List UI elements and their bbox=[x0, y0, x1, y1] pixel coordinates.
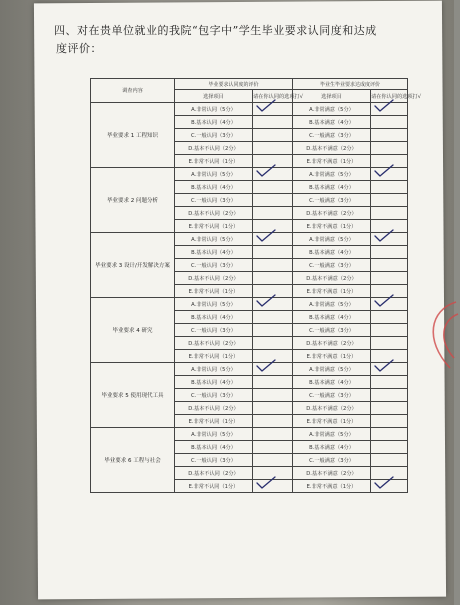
ach-mark-cell[interactable] bbox=[371, 402, 408, 415]
rec-option-cell: A.非常认同（5分） bbox=[175, 298, 253, 311]
header-recognition: 毕业要求认同度的评价 bbox=[175, 79, 293, 90]
ach-mark-cell[interactable] bbox=[371, 363, 408, 376]
requirement-name: 毕业要求 1 工程知识 bbox=[91, 103, 175, 168]
rec-mark-cell[interactable] bbox=[253, 337, 293, 350]
ach-mark-cell[interactable] bbox=[371, 389, 408, 402]
ach-mark-cell[interactable] bbox=[371, 103, 408, 116]
rec-option-cell: C.一般认同（3分） bbox=[175, 454, 253, 467]
requirement-name: 毕业要求 5 使用现代工具 bbox=[91, 363, 175, 428]
checkmark-icon bbox=[255, 359, 277, 373]
ach-mark-cell[interactable] bbox=[371, 298, 408, 311]
ach-option-cell: D.基本不满意（2分） bbox=[293, 337, 371, 350]
ach-option-cell: E.非常不满意（1分） bbox=[293, 415, 371, 428]
rec-option-cell: A.非常认同（5分） bbox=[175, 168, 253, 181]
checkmark-icon bbox=[255, 294, 277, 308]
ach-option-cell: C.一般满意（3分） bbox=[293, 389, 371, 402]
ach-option-cell: B.基本满意（4分） bbox=[293, 311, 371, 324]
ach-option-cell: C.一般满意（3分） bbox=[293, 194, 371, 207]
rec-option-cell: A.非常认同（5分） bbox=[175, 428, 253, 441]
table-row bbox=[91, 298, 408, 311]
rec-option-cell: D.基本不认同（2分） bbox=[175, 207, 253, 220]
ach-option-cell: D.基本不满意（2分） bbox=[293, 272, 371, 285]
rec-mark-cell[interactable] bbox=[253, 376, 293, 389]
rec-option-cell: A.非常认同（5分） bbox=[175, 103, 253, 116]
rec-option-cell: E.非常不认同（1分） bbox=[175, 285, 253, 298]
rec-option-cell: D.基本不认同（2分） bbox=[175, 402, 253, 415]
ach-mark-cell[interactable] bbox=[371, 454, 408, 467]
ach-option-cell: A.非常满意（5分） bbox=[293, 298, 371, 311]
ach-mark-cell[interactable] bbox=[371, 246, 408, 259]
rec-mark-cell[interactable] bbox=[253, 363, 293, 376]
rec-mark-cell[interactable] bbox=[253, 168, 293, 181]
rec-mark-cell[interactable] bbox=[253, 311, 293, 324]
header-survey-item: 调查内容 bbox=[91, 79, 175, 103]
rec-option-cell: B.基本认同（4分） bbox=[175, 246, 253, 259]
table-row bbox=[91, 168, 408, 181]
rec-mark-cell[interactable] bbox=[253, 441, 293, 454]
ach-option-cell: D.基本不满意（2分） bbox=[293, 207, 371, 220]
ach-mark-cell[interactable] bbox=[371, 311, 408, 324]
red-seal-stamp bbox=[420, 300, 460, 370]
rec-mark-cell[interactable] bbox=[253, 389, 293, 402]
rec-option-cell: D.基本不认同（2分） bbox=[175, 272, 253, 285]
rec-option-cell: A.非常认同（5分） bbox=[175, 233, 253, 246]
subheader-rec-option: 选择项目 bbox=[175, 90, 253, 103]
rec-mark-cell[interactable] bbox=[253, 207, 293, 220]
ach-mark-cell[interactable] bbox=[371, 441, 408, 454]
ach-mark-cell[interactable] bbox=[371, 376, 408, 389]
rec-option-cell: E.非常不认同（1分） bbox=[175, 350, 253, 363]
rec-option-cell: E.非常不认同（1分） bbox=[175, 415, 253, 428]
requirement-name: 毕业要求 3 设计/开发解决方案 bbox=[91, 233, 175, 298]
ach-option-cell: E.非常不满意（1分） bbox=[293, 480, 371, 493]
ach-option-cell: B.基本满意（4分） bbox=[293, 246, 371, 259]
requirement-name: 毕业要求 4 研究 bbox=[91, 298, 175, 363]
rec-option-cell: C.一般认同（3分） bbox=[175, 324, 253, 337]
ach-mark-cell[interactable] bbox=[371, 194, 408, 207]
rec-mark-cell[interactable] bbox=[253, 194, 293, 207]
rec-option-cell: B.基本认同（4分） bbox=[175, 311, 253, 324]
rec-option-cell: B.基本认同（4分） bbox=[175, 116, 253, 129]
rec-option-cell: A.非常认同（5分） bbox=[175, 363, 253, 376]
survey-body bbox=[91, 103, 408, 493]
ach-mark-cell[interactable] bbox=[371, 480, 408, 493]
rec-mark-cell[interactable] bbox=[253, 298, 293, 311]
checkmark-icon bbox=[373, 359, 395, 373]
ach-option-cell: B.基本满意（4分） bbox=[293, 116, 371, 129]
ach-mark-cell[interactable] bbox=[371, 259, 408, 272]
ach-option-cell: A.非常满意（5分） bbox=[293, 168, 371, 181]
rec-mark-cell[interactable] bbox=[253, 259, 293, 272]
ach-mark-cell[interactable] bbox=[371, 337, 408, 350]
rec-option-cell: D.基本不认同（2分） bbox=[175, 467, 253, 480]
rec-mark-cell[interactable] bbox=[253, 246, 293, 259]
rec-option-cell: D.基本不认同（2分） bbox=[175, 337, 253, 350]
rec-mark-cell[interactable] bbox=[253, 415, 293, 428]
rec-option-cell: C.一般认同（3分） bbox=[175, 389, 253, 402]
ach-option-cell: D.基本不满意（2分） bbox=[293, 467, 371, 480]
rec-option-cell: C.一般认同（3分） bbox=[175, 194, 253, 207]
requirement-name: 毕业要求 2 问题分析 bbox=[91, 168, 175, 233]
rec-option-cell: C.一般认同（3分） bbox=[175, 259, 253, 272]
table-row bbox=[91, 428, 408, 441]
ach-option-cell: B.基本满意（4分） bbox=[293, 376, 371, 389]
ach-mark-cell[interactable] bbox=[371, 116, 408, 129]
ach-option-cell: E.非常不满意（1分） bbox=[293, 285, 371, 298]
subheader-rec-mark: 请在你认同的选项打√ bbox=[253, 90, 293, 103]
rec-mark-cell[interactable] bbox=[253, 402, 293, 415]
ach-option-cell: A.非常满意（5分） bbox=[293, 103, 371, 116]
ach-mark-cell[interactable] bbox=[371, 233, 408, 246]
table-row bbox=[91, 103, 408, 116]
rec-mark-cell[interactable] bbox=[253, 129, 293, 142]
ach-mark-cell[interactable] bbox=[371, 142, 408, 155]
ach-option-cell: C.一般满意（3分） bbox=[293, 454, 371, 467]
rec-option-cell: B.基本认同（4分） bbox=[175, 441, 253, 454]
heading-line-2: 度评价： bbox=[56, 42, 102, 55]
rec-mark-cell[interactable] bbox=[253, 142, 293, 155]
ach-option-cell: B.基本满意（4分） bbox=[293, 181, 371, 194]
ach-mark-cell[interactable] bbox=[371, 181, 408, 194]
checkmark-icon bbox=[255, 476, 277, 490]
checkmark-icon bbox=[255, 229, 277, 243]
survey-table bbox=[90, 78, 422, 493]
rec-mark-cell[interactable] bbox=[253, 480, 293, 493]
checkmark-icon bbox=[373, 229, 395, 243]
ach-mark-cell[interactable] bbox=[371, 428, 408, 441]
subheader-ach-mark: 请在你认同的选项打√ bbox=[371, 90, 408, 103]
ach-option-cell: A.非常满意（5分） bbox=[293, 428, 371, 441]
rec-mark-cell[interactable] bbox=[253, 103, 293, 116]
rec-option-cell: E.非常不认同（1分） bbox=[175, 220, 253, 233]
ach-mark-cell[interactable] bbox=[371, 272, 408, 285]
rec-option-cell: E.非常不认同（1分） bbox=[175, 480, 253, 493]
table-row bbox=[91, 233, 408, 246]
rec-option-cell: E.非常不认同（1分） bbox=[175, 155, 253, 168]
rec-option-cell: C.一般认同（3分） bbox=[175, 129, 253, 142]
rec-mark-cell[interactable] bbox=[253, 272, 293, 285]
ach-option-cell: D.基本不满意（2分） bbox=[293, 402, 371, 415]
heading-line-1: 四、对在贵单位就业的我院“包字中”学生毕业要求认同度和达成 bbox=[54, 24, 377, 37]
rec-mark-cell[interactable] bbox=[253, 233, 293, 246]
ach-option-cell: E.非常不满意（1分） bbox=[293, 220, 371, 233]
ach-option-cell: A.非常满意（5分） bbox=[293, 363, 371, 376]
ach-option-cell: A.非常满意（5分） bbox=[293, 233, 371, 246]
ach-mark-cell[interactable] bbox=[371, 324, 408, 337]
rec-option-cell: B.基本认同（4分） bbox=[175, 181, 253, 194]
ach-mark-cell[interactable] bbox=[371, 415, 408, 428]
table-row bbox=[91, 363, 408, 376]
ach-option-cell: C.一般满意（3分） bbox=[293, 129, 371, 142]
ach-mark-cell[interactable] bbox=[371, 168, 408, 181]
checkmark-icon bbox=[255, 164, 277, 178]
rec-mark-cell[interactable] bbox=[253, 428, 293, 441]
subheader-ach-option: 选择项目 bbox=[293, 90, 371, 103]
rec-option-cell: B.基本认同（4分） bbox=[175, 376, 253, 389]
ach-mark-cell[interactable] bbox=[371, 207, 408, 220]
ach-option-cell: C.一般满意（3分） bbox=[293, 324, 371, 337]
ach-option-cell: E.非常不满意（1分） bbox=[293, 155, 371, 168]
ach-option-cell: E.非常不满意（1分） bbox=[293, 350, 371, 363]
checkmark-icon bbox=[373, 476, 395, 490]
rec-mark-cell[interactable] bbox=[253, 116, 293, 129]
checkmark-icon bbox=[255, 99, 277, 113]
rec-mark-cell[interactable] bbox=[253, 324, 293, 337]
ach-option-cell: C.一般满意（3分） bbox=[293, 259, 371, 272]
header-achievement: 毕业生毕业要求达成度评价 bbox=[293, 79, 408, 90]
checkmark-icon bbox=[373, 99, 395, 113]
section-heading bbox=[54, 22, 394, 58]
rec-mark-cell[interactable] bbox=[253, 181, 293, 194]
checkmark-icon bbox=[373, 164, 395, 178]
ach-mark-cell[interactable] bbox=[371, 129, 408, 142]
checkmark-icon bbox=[373, 294, 395, 308]
requirement-name: 毕业要求 6 工程与社会 bbox=[91, 428, 175, 493]
rec-option-cell: D.基本不认同（2分） bbox=[175, 142, 253, 155]
rec-mark-cell[interactable] bbox=[253, 454, 293, 467]
ach-option-cell: B.基本满意（4分） bbox=[293, 441, 371, 454]
ach-option-cell: D.基本不满意（2分） bbox=[293, 142, 371, 155]
